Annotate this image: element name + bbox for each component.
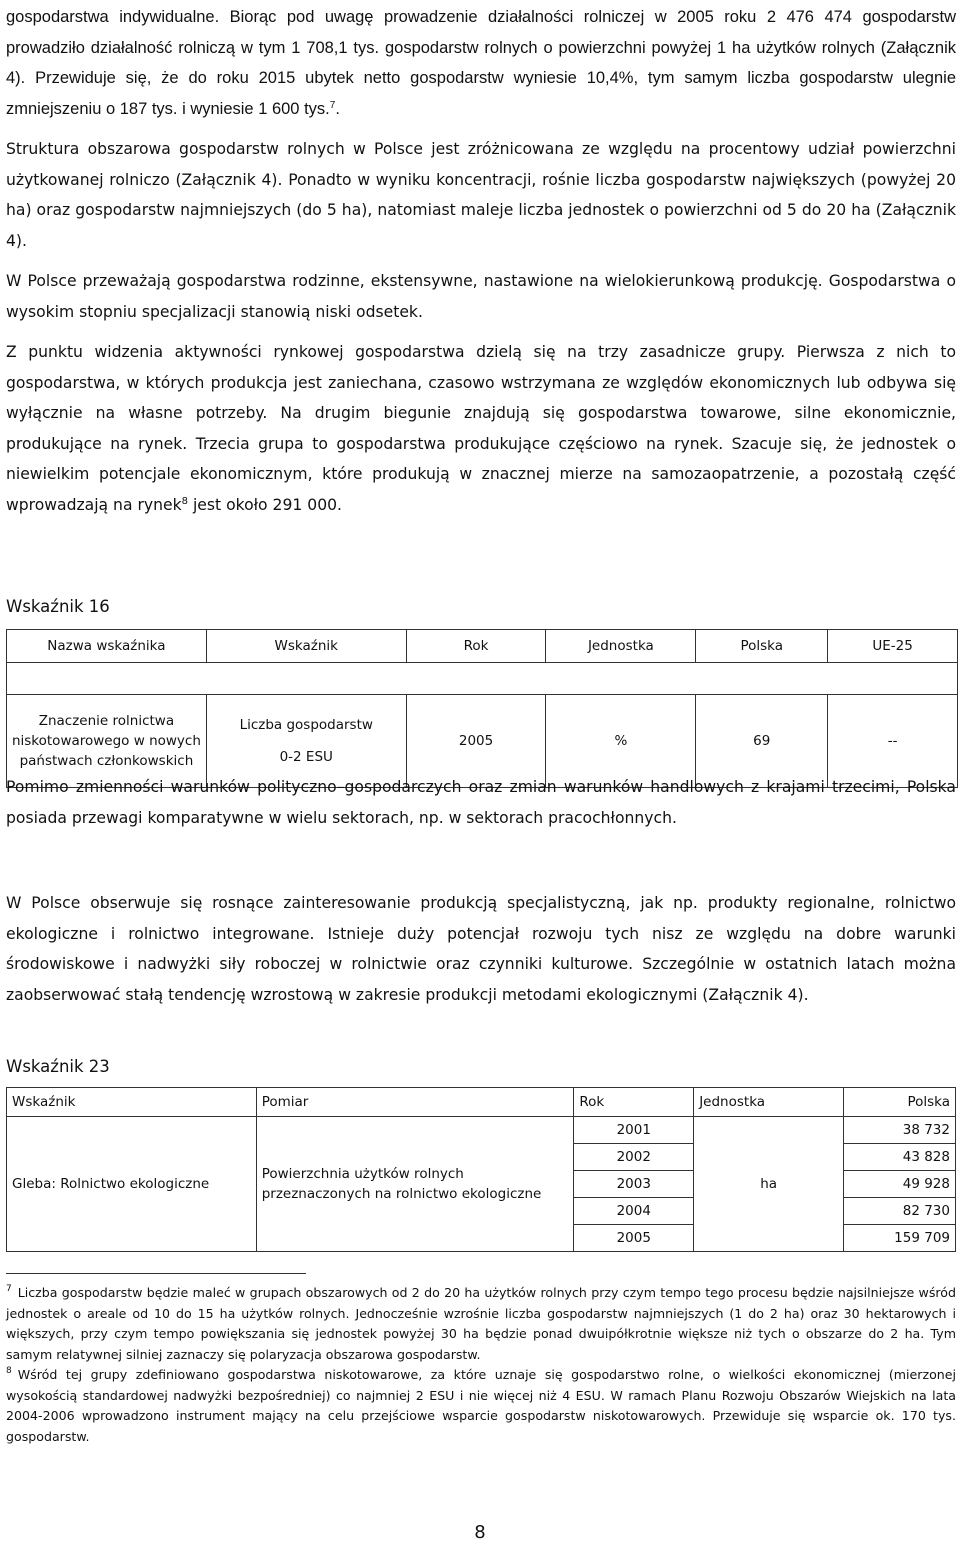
header-cell: UE-25 [828, 630, 958, 663]
eu25-cell: -- [828, 695, 958, 788]
footnote-text: Wśród tej grupy zdefiniowano gospodarstwa niskotowarowe, za które uznaje się gospodarstwo rolne, o wielkości ekonomicznej (mierzonej wysokością standardowej nadwyżki bezpośredniej) co najmniej 2 ESU i nie więcej niż 4 ESU. W ramach Planu Rozwoju Obszarów Wiejskich na lata 2004-2006 wprowadzono instrument mający na celu przejściowe wsparcie gospodarstw niskotowarowych. Przewiduje się wsparcie ok. 170 tys. gospodarstw. [6, 1367, 956, 1444]
indicator-line2: 0-2 ESU [279, 749, 333, 765]
header-cell: Wskaźnik [206, 630, 406, 663]
header-cell: Rok [574, 1088, 694, 1117]
header-cell: Jednostka [694, 1088, 844, 1117]
header-cell: Jednostka [546, 630, 696, 663]
paragraph-family-farms: W Polsce przeważają gospodarstwa rodzinne, ekstensywne, nastawione na wielokierunkową produkcję. Gospodarstwa o wysokim stopniu specjalizacji stanowią niski odsetek. [6, 272, 956, 321]
footnote-divider [6, 1273, 306, 1274]
paragraph-text-end: . [335, 99, 340, 118]
year-cell: 2002 [574, 1144, 694, 1171]
header-cell: Nazwa wskaźnika [7, 630, 207, 663]
header-cell: Rok [406, 630, 546, 663]
indicator-16-label: Wskaźnik 16 [6, 597, 110, 616]
paragraph-text: gospodarstwa indywidualne. Biorąc pod uwagę prowadzenie działalności rolniczej w 2005 roku 2 476 474 gospodarstw prowadziło działalność rolniczą w tym 1 708,1 tys. gospodarstw rolnych o powierzchni powyżej 1 ha użytków rolnych (Załącznik 4). Przewiduje się, że do roku 2015 ubytek netto gospodarstw wyniesie 10,4%, tym samym liczba gospodarstw ulegnie zmniejszeniu o 187 tys. i wyniesie 1 600 tys. [6, 8, 956, 118]
indicator-line1: Liczba gospodarstw [239, 717, 373, 733]
document-page [6, 0, 956, 1543]
header-cell: Polska [844, 1088, 956, 1117]
footnote-ref-8[interactable]: 8 [181, 495, 188, 507]
paragraph-area-structure: Struktura obszarowa gospodarstw rolnych w Polsce jest zróżnicowana ze względu na procentowy udział powierzchni użytkowanej rolniczo (Załącznik 4). Ponadto w wyniku koncentracji, rośnie liczba gospodarstw największych (powyżej 20 ha) oraz gospodarstw najmniejszych (do 5 ha), natomiast maleje liczba jednostek o powierzchni od 5 do 20 ha (Załącznik 4). [6, 140, 956, 250]
footnote-text: Liczba gospodarstw będzie maleć w grupach obszarowych od 2 do 20 ha użytków rolnych przy czym tempo tego procesu będzie najsilniejsze wśród jednostek o areale od 10 do 15 ha użytków rolnych. Jednocześnie wzrośnie liczba gospodarstw najmniejszych (1 do 2 ha) oraz 30 hektarowych i większych, przy czym tempo powiększania się jednostek powyżej 30 ha będzie ponad dwuipółkrotnie większe niż tych o obszarze do 2 ha. Tym samym relatywnej silniej zaznaczy się polaryzacja obszarowa gospodarstw. [6, 1285, 956, 1362]
footnote-ref-7[interactable]: 7 [329, 99, 336, 111]
paragraph-text: Z punktu widzenia aktywności rynkowej gospodarstwa dzielą się na trzy zasadnicze grupy. Pierwsza z nich to gospodarstwa, w których produkcja jest zaniechana, czasowo wstrzymana ze względów ekonomicznych lub odbywa się wyłącznie na własne potrzeby. Na drugim biegunie znajdują się gospodarstwa towarowe, silne ekonomicznie, produkujące na rynek. Trzecia grupa to gospodarstwa produkujące częściowo na rynek. Szacuje się, że jednostek o niewielkim potencjale ekonomicznym, które produkują w znacznej mierze na samozaopatrzenie, a pozostałą część wprowadzają na rynek [6, 343, 956, 514]
year-cell: 2001 [574, 1117, 694, 1144]
paragraph-comparative-advantage: Pomimo zmienności warunków polityczno–gospodarczych oraz zmian warunków handlowych z krajami trzecimi, Polska posiada przewagi komparatywne w wielu sektorach, np. w sektorach pracochłonnych. [6, 778, 956, 827]
footnote-number: 8 [6, 1366, 12, 1376]
footnote-number: 7 [6, 1284, 12, 1294]
indicator-23-table [6, 1087, 956, 1252]
value-cell: 82 730 [844, 1198, 956, 1225]
footnote-7 [6, 1283, 956, 1365]
indicator-16-table [6, 629, 958, 788]
footnote-8 [6, 1365, 956, 1447]
paragraph-market-activity [6, 337, 956, 520]
year-cell: 2004 [574, 1198, 694, 1225]
header-cell: Wskaźnik [7, 1088, 257, 1117]
indicator-23-label: Wskaźnik 23 [6, 1057, 110, 1076]
value-cell: 49 928 [844, 1171, 956, 1198]
value-cell: 38 732 [844, 1117, 956, 1144]
header-cell: Polska [696, 630, 828, 663]
paragraph-text-end: jest około 291 000. [187, 495, 342, 514]
indicator-name-cell: Gleba: Rolnictwo ekologiczne [7, 1117, 257, 1252]
table-row [7, 1117, 956, 1144]
paragraph-specialist-production: W Polsce obserwuje się rosnące zainteresowanie produkcją specjalistyczną, jak np. produkty regionalne, rolnictwo ekologiczne i rolnictwo integrowane. Istnieje duży potencjał rozwoju tych nisz ze względu na dobre warunki środowiskowe i nadwyżki siły roboczej w rolnictwie oraz czynniki kulturowe. Szczególnie w ostatnich latach można zaobserwować stałą tendencję wzrostową w zakresie produkcji metodami ekologicznymi (Załącznik 4). [6, 894, 956, 1004]
year-cell: 2003 [574, 1171, 694, 1198]
unit-cell: % [546, 695, 696, 788]
poland-cell: 69 [696, 695, 828, 788]
year-cell: 2005 [406, 695, 546, 788]
value-cell: 43 828 [844, 1144, 956, 1171]
paragraph-farms-count [6, 0, 956, 124]
page-number: 8 [474, 1522, 486, 1543]
table-spacer-row [7, 663, 958, 695]
year-cell: 2005 [574, 1225, 694, 1252]
header-cell: Pomiar [256, 1088, 574, 1117]
unit-cell: ha [694, 1117, 844, 1252]
indicator-name-cell: Znaczenie rolnictwa niskotowarowego w nowych państwach członkowskich [7, 695, 207, 788]
table-header-row [7, 630, 958, 663]
measure-cell: Powierzchnia użytków rolnych przeznaczonych na rolnictwo ekologiczne [256, 1117, 574, 1252]
table-header-row [7, 1088, 956, 1117]
footnotes [6, 1283, 956, 1447]
value-cell: 159 709 [844, 1225, 956, 1252]
